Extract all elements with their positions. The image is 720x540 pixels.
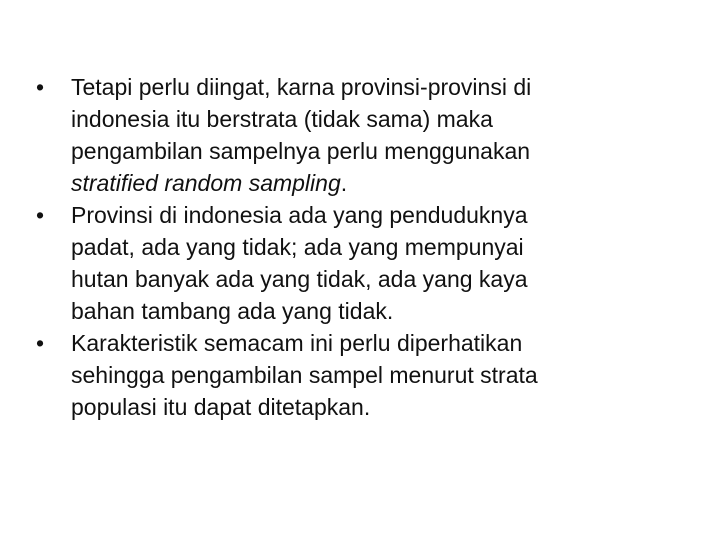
bullet-icon: • [36, 330, 45, 356]
italic-suffix: . [340, 170, 348, 196]
bullet-line: bahan tambang ada yang tidak. [71, 298, 394, 324]
bullet-line: padat, ada yang tidak; ada yang mempunyai [71, 234, 524, 260]
bullet-item-characteristics [36, 327, 676, 423]
bullet-line: Provinsi di indonesia ada yang penduduknya [71, 202, 528, 228]
bullet-line: sehingga pengambilan sampel menurut strata [71, 362, 538, 388]
bullet-line: indonesia itu berstrata (tidak sama) maka [71, 106, 493, 132]
bullet-icon: • [36, 74, 45, 100]
bullet-line: Karakteristik semacam ini perlu diperhatikan [71, 330, 523, 356]
italic-term: stratified random sampling [71, 170, 341, 196]
bullet-line: hutan banyak ada yang tidak, ada yang kaya [71, 266, 528, 292]
bullet-line: Tetapi perlu diingat, karna provinsi-provinsi di [71, 74, 532, 100]
bullet-icon: • [36, 202, 45, 228]
bullet-item-provinces [36, 199, 676, 327]
bullet-line: pengambilan sampelnya perlu menggunakan [71, 138, 531, 164]
bullet-line: populasi itu dapat ditetapkan. [71, 394, 371, 420]
bullet-list [36, 71, 676, 423]
bullet-line-italic [71, 167, 676, 199]
bullet-item-stratified [36, 71, 676, 199]
